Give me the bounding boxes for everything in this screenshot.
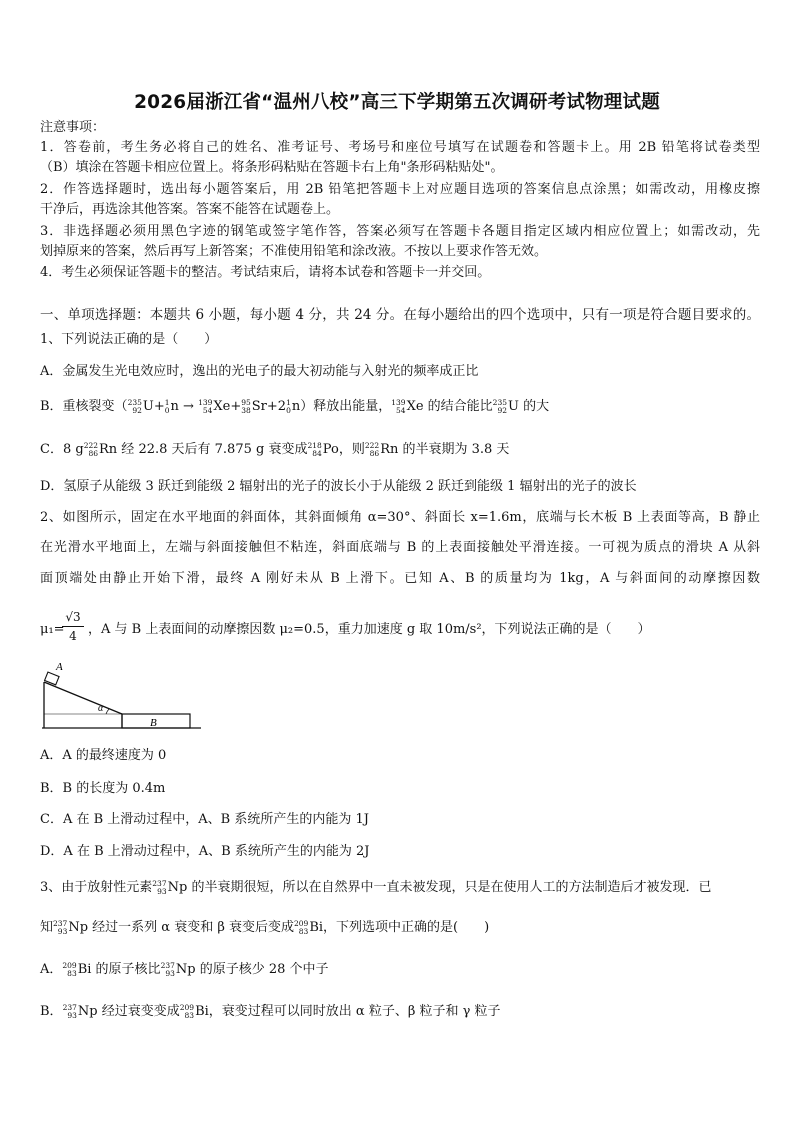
notice-1a: 1．答卷前，考生务必将自己的姓名、准考证号、考场号和座位号填写在试题卷和答题卡上。用 2B 铅笔将试卷类型 <box>40 140 760 155</box>
q1-option-c <box>40 440 760 460</box>
q3-l1b: Np 的半衰期很短，所以在自然界中一直未被发现，只是在使用人工的方法制造后才被发现．已 <box>167 880 712 895</box>
fraction-denominator: 4 <box>69 629 77 643</box>
iso-z: 0 <box>286 405 291 415</box>
fraction-numerator: √3 <box>62 608 84 627</box>
q3-l2b: Np 经过一系列 α 衰变和 β 衰变后变成 <box>68 920 294 935</box>
incline-diagram <box>36 658 206 738</box>
q1-option-b: B．重核裂变（ 235 92 U+ 1 0 n → 139 54 Xe+ 95 38 Sr+2 1 0 n）释放出能量， 139 54 Xe 的结合能比 235 92 U 的大 <box>40 397 550 415</box>
iso-z: 92 <box>132 405 142 415</box>
iso-u235 <box>128 399 142 415</box>
iso-mass: 209 <box>179 1002 195 1012</box>
iso-bi209c <box>180 1004 194 1020</box>
iso-mass: 235 <box>127 397 142 407</box>
q1-c-mid: Rn 经 22.8 天后有 7.875 g 衰变成 <box>99 442 308 457</box>
q3-option-b <box>40 1002 760 1022</box>
iso-rn222b <box>365 442 379 458</box>
iso-z: 83 <box>184 1010 195 1020</box>
q2-line-1: 2、如图所示，固定在水平地面的斜面体，其斜面倾角 α=30°、斜面长 x=1.6m，底端与长木板 B 上表面等高，B 静止 <box>40 510 760 525</box>
q1-stem: 1、下列说法正确的是（ ） <box>40 332 218 347</box>
iso-mass: 222 <box>364 440 380 450</box>
iso-z: 86 <box>369 448 380 458</box>
iso-mass: 139 <box>391 397 406 407</box>
section-heading: 一、单项选择题：本题共 6 小题，每小题 4 分，共 24 分。在每小题给出的四个选项中，只有一项是符合题目要求的。 <box>40 307 760 323</box>
iso-z: 86 <box>88 448 99 458</box>
iso-mass: 237 <box>53 918 68 928</box>
q3-l1a: 3、由于放射性元素 <box>40 880 153 895</box>
iso-mass: 95 <box>241 397 251 407</box>
q1-option-a: A．金属发生光电效应时，逸出的光电子的最大初动能与入射光的频率成正比 <box>40 364 479 379</box>
q1-c-end: Rn 的半衰期为 3.8 天 <box>380 442 510 457</box>
notice-2b: 干净后，再选涂其他答案。答案不能答在试题卷上。 <box>40 202 340 217</box>
q3-b-end: Bi，衰变过程可以同时放出 α 粒子、β 粒子和 γ 粒子 <box>195 1004 501 1019</box>
page-title: 2026届浙江省“温州八校”高三下学期第五次调研考试物理试题 <box>134 92 660 113</box>
q3-b-mid: Np 经过衰变变成 <box>77 1004 180 1019</box>
iso-mass: 139 <box>198 397 213 407</box>
fraction <box>62 608 84 645</box>
iso-z: 54 <box>202 405 213 415</box>
fig-label-a: A <box>56 661 63 673</box>
fig-label-b: B <box>150 717 157 729</box>
iso-n2 <box>286 399 291 415</box>
iso-mass: 209 <box>294 918 309 928</box>
q1-c-pre: C．8 g <box>40 442 84 457</box>
q2-line-4-text: ，A 与 B 上表面间的动摩擦因数 μ₂=0.5，重力加速度 g 取 10m/s²，下列说法正确的是（ ） <box>88 622 651 637</box>
incline-figure <box>36 658 206 742</box>
iso-z: 92 <box>497 405 507 415</box>
iso-mass: 209 <box>62 960 77 970</box>
q3-line-1 <box>40 878 760 898</box>
q3-l2c: Bi，下列选项中正确的是( ) <box>309 920 490 935</box>
iso-po218 <box>307 442 321 458</box>
notice-2a: 2．作答选择题时，选出每小题答案后，用 2B 铅笔把答题卡上对应题目选项的答案信息点涂黑；如需改动，用橡皮擦 <box>40 182 760 197</box>
q1-b-mid: ）释放出能量， <box>300 399 392 414</box>
q1-b-mid2: Xe 的结合能比 <box>406 399 493 414</box>
q3-b-pre: B． <box>40 1004 63 1019</box>
q3-option-a <box>40 960 760 980</box>
iso-xe139 <box>198 399 212 415</box>
iso-mass: 235 <box>492 397 507 407</box>
q2-line-4 <box>40 608 760 652</box>
iso-sr95 <box>241 399 251 415</box>
iso-mass: 222 <box>83 440 99 450</box>
mu1-label: μ₁= <box>40 622 65 637</box>
iso-u235b <box>493 399 507 415</box>
iso-z: 93 <box>67 1010 77 1020</box>
iso-mass: 218 <box>307 440 322 450</box>
q2-option-c: C．A 在 B 上滑动过程中，A、B 系统所产生的内能为 1J <box>40 812 369 827</box>
notice-3b: 划掉原来的答案，然后再写上新答案；不准使用铅笔和涂改液。不按以上要求作答无效。 <box>40 244 548 259</box>
iso-np237d <box>63 1004 77 1020</box>
q2-option-b: B．B 的长度为 0.4m <box>40 781 166 796</box>
notice-4: 4．考生必须保证答题卡的整洁。考试结束后，请将本试卷和答题卡一并交回。 <box>40 265 491 280</box>
notice-heading: 注意事项： <box>40 120 106 135</box>
iso-z: 93 <box>157 886 167 896</box>
iso-z: 93 <box>57 926 68 936</box>
iso-z: 83 <box>298 926 309 936</box>
q3-a-pre: A． <box>40 962 63 977</box>
iso-n <box>165 399 170 415</box>
iso-z: 0 <box>164 405 170 415</box>
q1-b-end: U 的大 <box>508 399 550 414</box>
q2-line-2: 在光滑水平地面上，左端与斜面接触但不粘连，斜面底端与 B 的上表面接触处平滑连接。一可视为质点的滑块 A 从斜 <box>40 540 760 555</box>
iso-np237c <box>161 962 175 978</box>
iso-z: 54 <box>396 405 406 415</box>
iso-bi209b <box>62 962 76 978</box>
iso-z: 83 <box>67 968 77 978</box>
iso-rn222 <box>84 442 98 458</box>
iso-mass: 237 <box>62 1002 77 1012</box>
q3-a-end: Np 的原子核少 28 个中子 <box>175 962 329 977</box>
iso-z: 84 <box>312 448 322 458</box>
notice-1b: （B）填涂在答题卡相应位置上。将条形码粘贴在答题卡右上角"条形码粘贴处"。 <box>40 160 504 175</box>
iso-z: 38 <box>241 405 251 415</box>
iso-np237b <box>53 920 67 936</box>
iso-bi209 <box>294 920 308 936</box>
iso-mass: 237 <box>152 878 167 888</box>
notice-3a: 3．非选择题必须用黑色字迹的钢笔或签字笔作答，答案必须写在答题卡各题目指定区域内相应位置上；如需改动，先 <box>40 224 760 239</box>
iso-mass: 1 <box>164 397 170 407</box>
q2-option-a: A．A 的最终速度为 0 <box>40 748 167 763</box>
q3-a-mid: Bi 的原子核比 <box>77 962 161 977</box>
q3-line-2 <box>40 918 760 938</box>
q2-option-d: D．A 在 B 上滑动过程中，A、B 系统所产生的内能为 2J <box>40 844 370 859</box>
iso-mass: 1 <box>286 397 291 407</box>
iso-np237 <box>152 880 166 896</box>
q1-b-pre: B．重核裂变（ <box>40 399 128 414</box>
iso-xe139b <box>391 399 405 415</box>
q2-line-3: 面顶端处由静止开始下滑，最终 A 刚好未从 B 上滑下。已知 A、B 的质量均为 1kg，A 与斜面间的动摩擦因数 <box>40 571 760 586</box>
q3-l2a: 知 <box>40 920 54 935</box>
fig-label-alpha: α <box>98 703 104 714</box>
iso-mass: 237 <box>160 960 175 970</box>
q1-c-mid2: Po，则 <box>322 442 365 457</box>
q1-option-d: D．氢原子从能级 3 跃迁到能级 2 辐射出的光子的波长小于从能级 2 跃迁到能级 1 辐射出的光子的波长 <box>40 479 637 494</box>
iso-z: 93 <box>165 968 175 978</box>
